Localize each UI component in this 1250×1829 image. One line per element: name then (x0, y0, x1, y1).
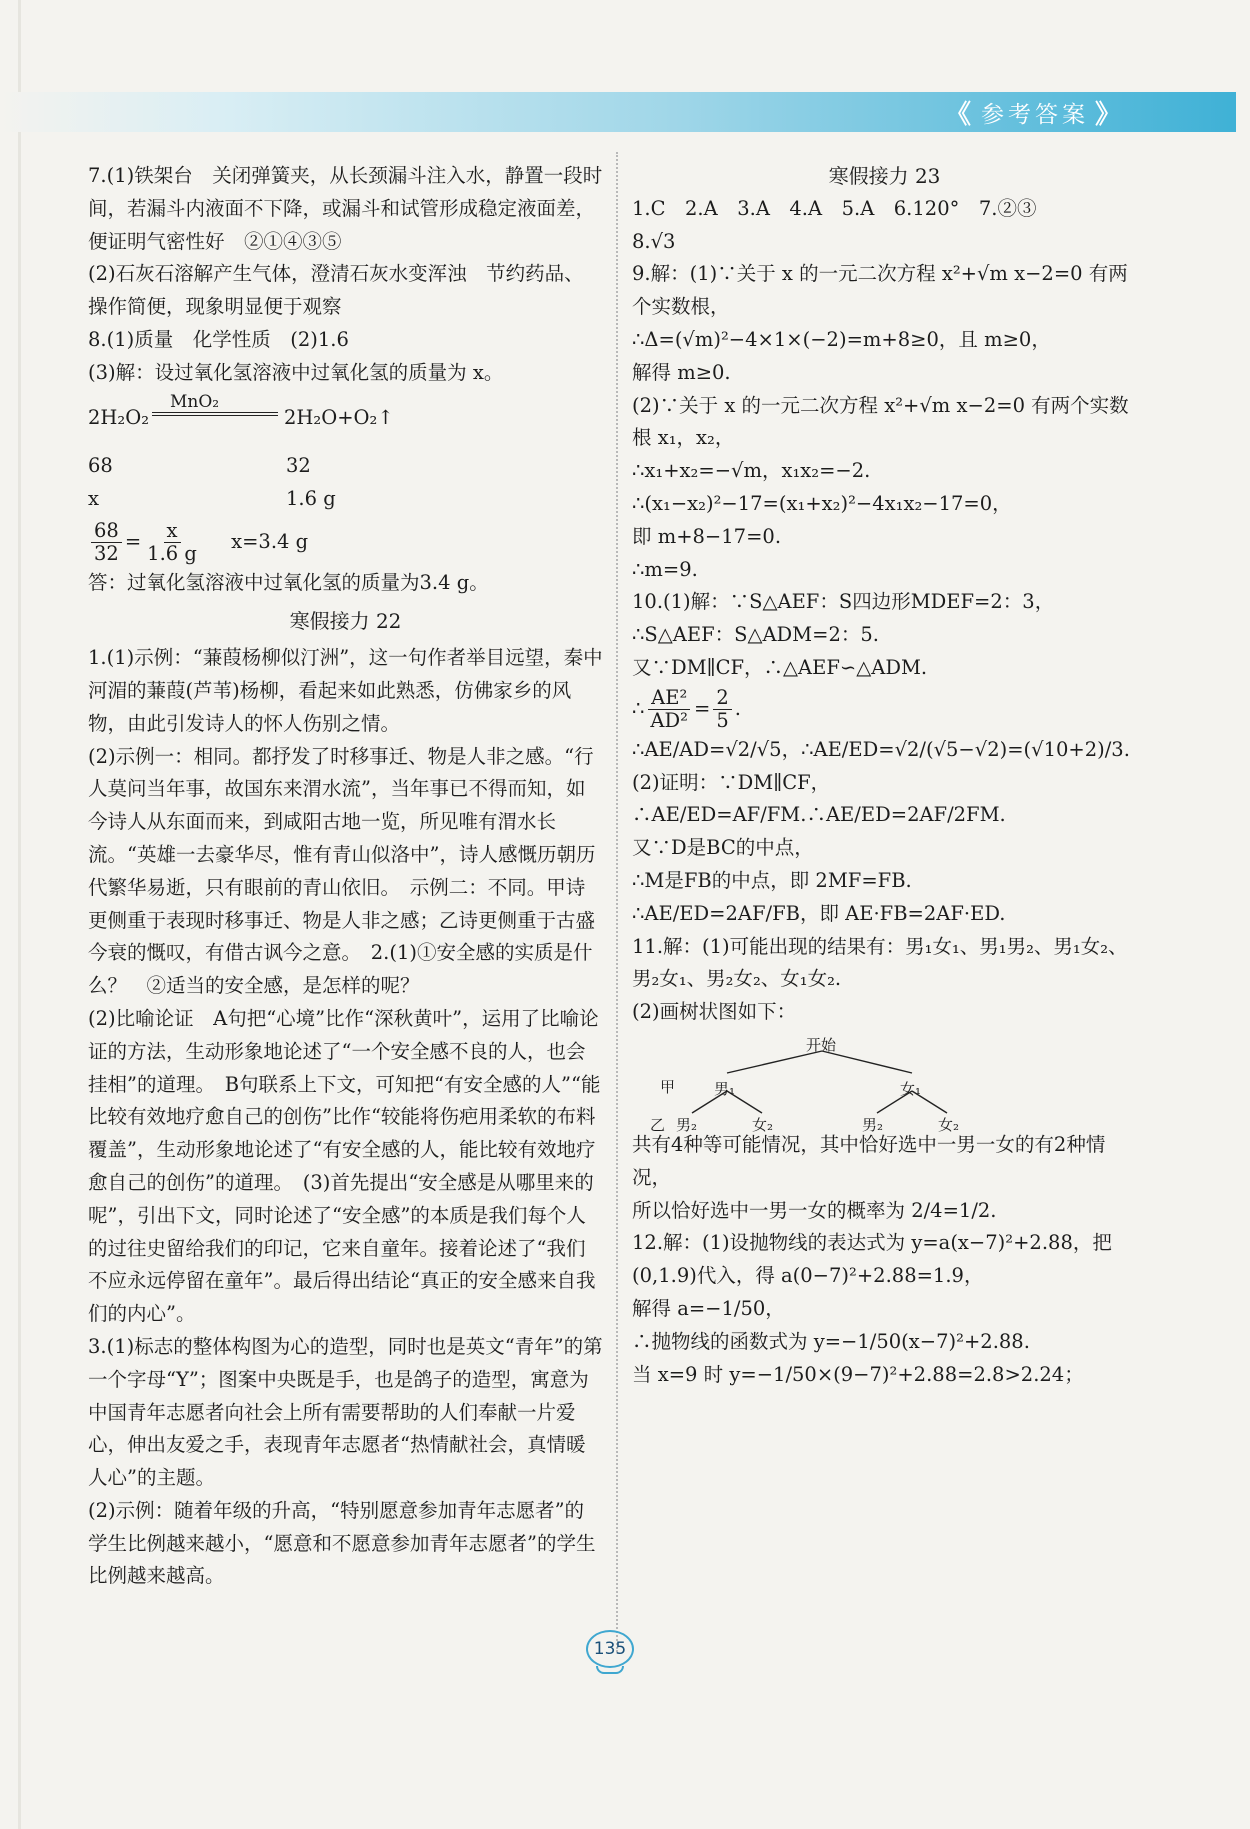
equation-catalyst: MnO₂ (170, 391, 220, 412)
left-chevron-icon: 《 (944, 99, 975, 130)
tree-lines (632, 1029, 1137, 1129)
answer-12-1: 12.解：(1)设抛物线的表达式为 y=a(x−7)²+2.88，把(0,1.9)代入，得 a(0−7)²+2.88=1.9， (632, 1231, 1112, 1288)
fraction-2-5 (713, 687, 731, 732)
proportion-row: $\frac{68}{32}$ = $\frac{x}{1.6 g}$ x=3.4 g (88, 520, 603, 565)
answer-22-1-1: 1.(1)示例：“蒹葭杨柳似汀洲”，这一句作者举目远望，秦中河湄的蒹葭(芦苇)杨柳，看起来如此熟悉，仿佛家乡的风物，由此引发诗人的怀人伤别之情。 (88, 646, 603, 735)
answer-10-1: 10.(1)解：∵S△AEF：S四边形MDEF=2：3， (632, 590, 1055, 614)
answer-9-3: 解得 m≥0. (632, 360, 731, 384)
tree-start: 开始 (806, 1035, 837, 1054)
fraction-num: 2 (713, 687, 731, 710)
answer-9-8: ∴m=9. (632, 557, 698, 581)
equals-sign: = (693, 696, 711, 720)
mass-row-1 (88, 450, 603, 483)
answer-9-2: ∴Δ=(√m)²−4×1×(−2)=m+8≥0，且 m≥0， (632, 327, 1051, 351)
tree-leaf-m2b: 男₂ (862, 1115, 884, 1134)
fraction-den: 1.6 g (147, 541, 197, 565)
left-column (88, 160, 603, 1593)
oxygen-mass: 1.6 g (286, 486, 336, 510)
answer-23-8: 8.√3 (632, 229, 676, 253)
probability-tree-diagram (632, 1029, 1137, 1134)
answer-22-3-1: 3.(1)标志的整体构图为心的造型，同时也是英文“青年”的第一个字母“Y”；图案中央既是手，也是鸽子的造型，寓意为中国青年志愿者向社会上所有需要帮助的人们奉献一片爱心，伸出友爱之手，表现青年志愿者“热情献社会，真情暖人心”的主题。 (88, 1334, 603, 1490)
answer-10-2: ∴S△AEF：S△ADM=2：5. (632, 623, 879, 647)
fraction-den: AD² (650, 708, 688, 732)
equation-reactant: 2H₂O₂ (88, 405, 150, 429)
answer-10-9: ∴AE/ED=2AF/FB，即 AE·FB=2AF·ED. (632, 901, 1006, 925)
answers-1-7: 1.C 2.A 3.A 4.A 5.A 6.120° 7.②③ (632, 196, 1037, 220)
equation-double-line (152, 412, 278, 416)
answer-22-1-2: (2)示例一：相同。都抒发了时移事迁、物是人非之感。“行人莫问当年事，故国东来渭水流”，当年事已不得而知，如今诗人从东面而来，到咸阳古地一览，所见唯有渭水长流。“英雄一去豪华尽，惟有青山似洛中”，诗人感慨历朝历代繁华易逝，只有眼前的青山依旧。 示例二：不同。甲诗更侧重于表现时移事迁、物是人非之感；乙诗更侧重于古盛今衰的慨叹，有借古讽今之意。 2.(1)①安全感的实质是什么？ ②适当的安全感，是怎样的呢？ (88, 744, 596, 998)
tree-leaf-f2b: 女₂ (938, 1115, 960, 1134)
answer-8-3: (3)解：设过氧化氢溶液中过氧化氢的质量为 x。 (88, 360, 504, 384)
unknown-mass: x (88, 486, 99, 510)
answer-9-6: ∴(x₁−x₂)²−17=(x₁+x₂)²−4x₁x₂−17=0， (632, 491, 1012, 515)
answer-12-3: ∴抛物线的函数式为 y=−1/50(x−7)²+2.88. (632, 1329, 1030, 1353)
answer-8-conclusion: 答：过氧化氢溶液中过氧化氢的质量为3.4 g。 (88, 570, 489, 594)
right-chevron-icon: 》 (1095, 99, 1126, 130)
answer-7-2: (2)石灰石溶解产生气体，澄清石灰水变浑浊 节约药品、操作简便，现象明显便于观察 (88, 262, 584, 319)
fraction-ae2-ad2 (647, 687, 691, 732)
tree-label-yi: 乙 (650, 1115, 666, 1134)
right-column (632, 160, 1137, 1391)
therefore-symbol: ∴ (632, 696, 645, 720)
column-divider (616, 152, 618, 1652)
mass-row-2 (88, 483, 603, 516)
answer-10-6: (2)证明：∵DM∥CF，∴AE/ED=AF/FM.∴AE/ED=2AF/2FM. (632, 770, 1006, 827)
answer-11-4: 所以恰好选中一男一女的概率为 2/4=1/2. (632, 1198, 997, 1222)
answer-22-2-2: (2)比喻论证 A句把“心境”比作“深秋黄叶”，运用了比喻论证的方法，生动形象地论述了“一个安全感不良的人，也会挂相”的道理。 B句联系上下文，可知把“有安全感的人”“能比较有效地疗愈自己的创伤”比作“较能将伤疤用柔软的布料覆盖”，生动形象地论述了“有安全感的人，能比较有效地疗愈自己的创伤”的道理。 (3)首先提出“安全感是从哪里来的呢”，引出下文，同时论述了“安全感”的本质是我们每个人的过往史留给我们的印记，它来自童年。接着论述了“我们不应永远停留在童年”。最后得出结论“真正的安全感来自我们的内心”。 (88, 1006, 601, 1326)
molar-mass-o2: 32 (286, 453, 311, 477)
answer-10-4 (632, 687, 1137, 732)
answer-12-4: 当 x=9 时 y=−1/50×(9−7)²+2.88=2.8>2.24； (632, 1362, 1084, 1386)
fraction-num: 68 (91, 520, 122, 543)
tree-leaf-m2a: 男₂ (676, 1115, 698, 1134)
fraction-den: 32 (94, 541, 119, 565)
equation-products: 2H₂O+O₂↑ (284, 405, 394, 429)
header-badge (930, 93, 1140, 131)
molar-mass-h2o2: 68 (88, 453, 113, 477)
answer-9-5: ∴x₁+x₂=−√m，x₁x₂=−2. (632, 459, 871, 483)
answer-9-4: (2)∵关于 x 的一元二次方程 x²+√m x−2=0 有两个实数根 x₁，x₂， (632, 393, 1129, 450)
answer-8-1: 8.(1)质量 化学性质 (2)1.6 (88, 327, 349, 351)
answer-12-2: 解得 a=−1/50， (632, 1296, 785, 1320)
fraction-num: x (164, 520, 181, 543)
page-number: 135 (586, 1630, 634, 1668)
answer-10-7: 又∵D是BC的中点， (632, 836, 814, 860)
tree-leaf-f2a: 女₂ (752, 1115, 774, 1134)
period: . (734, 696, 741, 720)
answer-11-3: 共有4种等可能情况，其中恰好选中一男一女的有2种情况， (632, 1132, 1106, 1189)
tree-node-m1: 男₁ (714, 1079, 736, 1098)
tree-node-f1: 女₁ (900, 1079, 922, 1098)
header-title: 参考答案 (981, 101, 1089, 128)
tree-label-jia: 甲 (660, 1077, 676, 1096)
page-spine-shadow (18, 0, 21, 1829)
fraction-x-1.6 (144, 520, 200, 565)
answer-11-2: (2)画树状图如下： (632, 1000, 797, 1024)
section-heading-22: 寒假接力 22 (289, 609, 402, 634)
answer-22-3-2: (2)示例：随着年级的升高，“特别愿意参加青年志愿者”的学生比例越来越小，“愿意和不愿意参加青年志愿者”的学生比例越来越高。 (88, 1498, 596, 1588)
fraction-68-32 (91, 520, 122, 565)
answer-7-1: 7.(1)铁架台 关闭弹簧夹，从长颈漏斗注入水，静置一段时间，若漏斗内液面不下降，或漏斗和试管形成稳定液面差，便证明气密性好 ②①④③⑤ (88, 164, 603, 253)
fraction-num: AE² (648, 687, 690, 710)
answer-10-3: 又∵DM∥CF，∴△AEF∽△ADM. (632, 655, 928, 679)
answer-9-7: 即 m+8−17=0. (632, 524, 782, 548)
chemical-equation (88, 390, 603, 450)
answer-10-8: ∴M是FB的中点，即 2MF=FB. (632, 868, 912, 892)
section-heading-23: 寒假接力 23 (828, 164, 941, 188)
answer-10-5: ∴AE/AD=√2/√5，∴AE/ED=√2/(√5−√2)=(√10+2)/3. (632, 737, 1130, 761)
result-x: x=3.4 g (231, 529, 309, 553)
fraction-den: 5 (716, 708, 729, 732)
page-number-stand (596, 1666, 624, 1674)
answer-11-1: 11.解：(1)可能出现的结果有：男₁女₁、男₁男₂、男₁女₂、男₂女₁、男₂女₂、女₁女₂. (632, 934, 1128, 991)
answer-9-1: 9.解：(1)∵关于 x 的一元二次方程 x²+√m x−2=0 有两个实数根， (632, 262, 1128, 319)
